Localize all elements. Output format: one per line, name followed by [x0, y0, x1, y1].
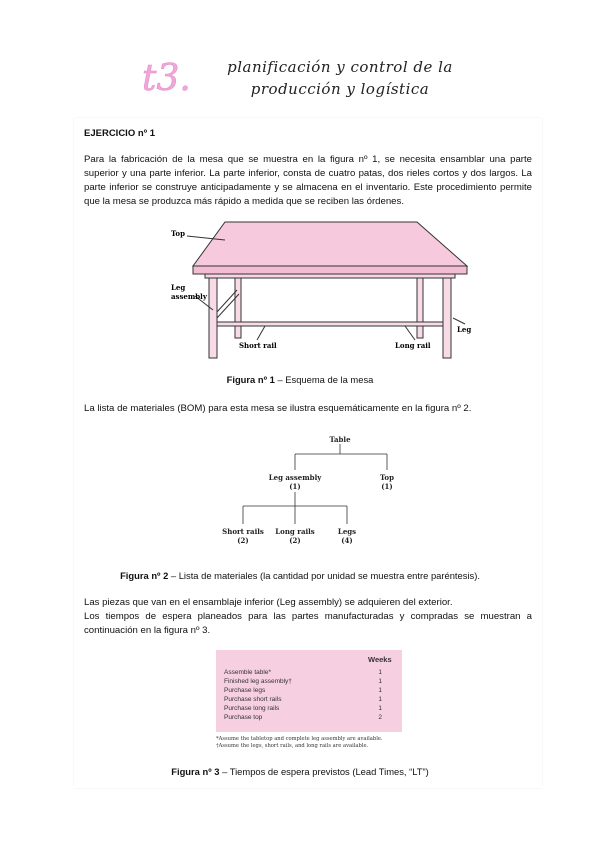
page-title: [200, 56, 480, 100]
leg-front-right: [443, 278, 451, 358]
footnote-1: *Assume the tabletop and complete leg assembly are available.: [216, 736, 383, 742]
bom-node-leg-assembly: Leg assembly (1): [268, 473, 322, 491]
label-top: Top: [171, 229, 185, 238]
label-leg: Leg: [457, 325, 472, 334]
leg-back-right: [417, 278, 423, 338]
tabletop: [193, 222, 467, 266]
exercise-heading: EJERCICIO nº 1: [84, 128, 156, 139]
bom-node-top: Top (1): [380, 473, 394, 491]
paragraph-lead-times: Los tiempos de espera planeados para las partes manufacturadas y compradas se muestran a continuación en la figura nº 3.: [84, 611, 532, 636]
tabletop-edge: [193, 266, 467, 274]
table-row: Purchase top 2: [224, 714, 382, 721]
figure1-caption: Figura nº 1 – Esquema de la mesa: [226, 374, 374, 385]
paragraph-purchase: Las piezas que van en el ensamblaje inferior (Leg assembly) se adquieren del exterior.: [84, 597, 453, 608]
badge-text: t3.: [142, 58, 191, 99]
figure2-caption: Figura nº 2 – Lista de materiales (la cantidad por unidad se muestra entre paréntesis).: [120, 570, 480, 581]
bom-node-table: Table: [329, 435, 351, 444]
bom-node-long-rails: Long rails (2): [275, 527, 315, 545]
short-rail: [217, 290, 237, 312]
title-line-2: producción y logística: [250, 80, 430, 98]
label-leg-assembly-1: Leg: [171, 283, 186, 292]
leg-front-left: [209, 278, 217, 358]
weeks-header: Weeks: [368, 655, 392, 664]
bom-node-short-rails: Short rails (2): [222, 527, 264, 545]
paragraph-intro: Para la fabricación de la mesa que se muestra en la figura nº 1, se necesita ensamblar una parte superior y una parte inferior. La parte inferior, consta de cuatro patas, dos rieles cortos y dos largos. La parte inferior se construye anticipadamente y se almacena en el inventario. Este procedimiento permite que la mesa se produzca más rápido a medida que se reciben las órdenes.: [84, 154, 532, 207]
table-row: Purchase short rails 1: [224, 696, 382, 703]
title-line-1: planificación y control de la: [227, 58, 453, 76]
long-rail-front: [217, 322, 443, 326]
table-row: Purchase long rails 1: [224, 705, 382, 712]
figure3-caption: Figura nº 3 – Tiempos de espera previstos (Lead Times, “LT”): [171, 766, 429, 777]
paragraph-bom: La lista de materiales (BOM) para esta mesa se ilustra esquemáticamente en la figura nº 2.: [84, 403, 472, 414]
table-row: Finished leg assembly† 1: [224, 678, 382, 685]
bom-node-legs: Legs (4): [337, 527, 357, 545]
t3-badge: [138, 52, 196, 100]
label-leg-assembly-2: assembly: [171, 292, 207, 301]
label-long-rail: Long rail: [395, 341, 431, 350]
table-row: Purchase legs 1: [224, 687, 382, 694]
label-short-rail: Short rail: [239, 341, 277, 350]
leg-back-left: [235, 278, 241, 338]
footnote-2: †Assume the legs, short rails, and long rails are available.: [216, 743, 369, 749]
table-row: Assemble table* 1: [224, 669, 382, 676]
table-schematic: [165, 218, 485, 366]
